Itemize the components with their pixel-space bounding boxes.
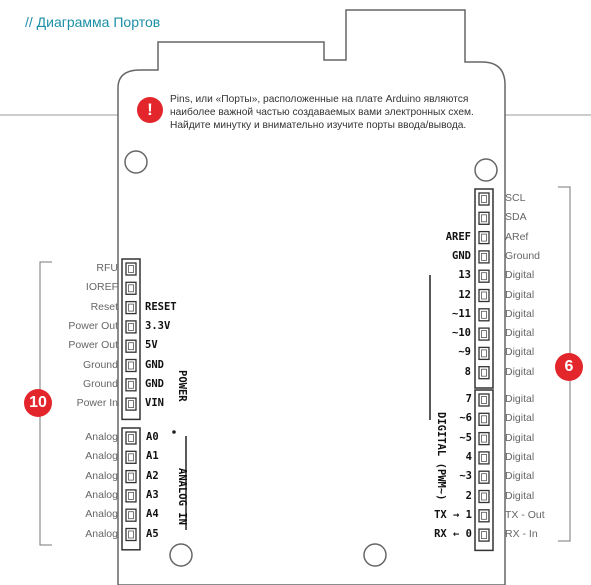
pin-function-label: IOREF: [85, 281, 118, 294]
pin-function-label: Ground: [82, 358, 118, 371]
pin-function-label: RX - In: [505, 528, 538, 541]
pin-socket: [479, 491, 489, 503]
pin-function-label: Digital: [505, 412, 535, 425]
pin-socket: [479, 367, 489, 379]
mount-hole: [475, 159, 497, 181]
pin-name-label: GND: [145, 377, 164, 390]
pin-name-label: 8: [464, 365, 471, 378]
pin-name-label: ~11: [452, 307, 471, 320]
pin-function-label: Digital: [505, 450, 535, 463]
pin-socket: [479, 212, 489, 224]
pin-socket: [479, 510, 489, 522]
pin-socket: [126, 379, 136, 391]
pin-name-label: ~5: [459, 431, 472, 444]
warning-icon: !: [137, 97, 163, 123]
pin-socket: [479, 309, 489, 321]
pin-socket: [126, 471, 136, 483]
pin-function-label: Digital: [505, 346, 535, 359]
pin-socket: [479, 529, 489, 541]
pin-socket: [479, 347, 489, 359]
pin-function-label: Digital: [505, 365, 535, 378]
pin-name-label: 5V: [145, 339, 158, 352]
pin-socket: [126, 360, 136, 372]
pin-name-label: GND: [452, 249, 471, 262]
pin-function-label: Analog: [85, 450, 118, 463]
pin-name-label: AREF: [445, 230, 471, 243]
pin-function-label: Digital: [505, 431, 535, 444]
pin-name-label: 2: [465, 489, 472, 502]
pin-function-label: Analog: [85, 488, 118, 501]
pin-function-label: SDA: [505, 211, 527, 224]
pin-name-label: A0: [146, 431, 159, 443]
pin-function-label: Digital: [505, 489, 535, 502]
pin-function-label: SCL: [505, 192, 526, 204]
pin-name-label: A3: [146, 488, 159, 501]
pin-socket: [479, 471, 489, 483]
pin-function-label: Ground: [82, 377, 118, 390]
pin-name-label: ~9: [458, 346, 471, 359]
pin-name-label: A5: [146, 527, 159, 540]
pin-function-label: Power Out: [68, 339, 118, 352]
mount-hole: [364, 544, 386, 566]
pin-function-label: Analog: [85, 431, 118, 443]
dot-marker: [172, 430, 176, 434]
pin-socket: [479, 452, 489, 464]
pin-socket: [126, 302, 136, 314]
pin-socket: [126, 340, 136, 352]
analog-group-label: ANALOG IN: [176, 468, 188, 525]
pin-name-label: 4: [465, 450, 472, 463]
pin-name-label: ~3: [459, 470, 472, 483]
mount-hole: [170, 544, 192, 566]
pin-socket: [479, 413, 489, 425]
pin-function-label: TX - Out: [505, 508, 545, 521]
pin-socket: [479, 290, 489, 302]
pin-function-label: Analog: [85, 527, 118, 540]
pin-name-label: A1: [146, 450, 159, 463]
power-group-label: POWER: [176, 370, 188, 402]
pin-function-label: Digital: [505, 269, 535, 282]
pin-socket: [479, 394, 489, 406]
pin-socket: [479, 328, 489, 340]
pin-name-label: ~10: [452, 327, 471, 340]
page-heading: // Диаграмма Портов: [25, 14, 161, 30]
pin-function-label: ARef: [505, 230, 529, 243]
pin-name-label: A2: [146, 469, 159, 482]
pin-name-label: 3.3V: [145, 319, 171, 332]
pin-socket: [479, 193, 489, 205]
pin-socket: [479, 270, 489, 282]
pin-socket: [126, 398, 136, 410]
pin-function-label: Digital: [505, 393, 535, 405]
pin-function-label: Analog: [85, 508, 118, 521]
pin-name-label: VIN: [145, 397, 164, 410]
pin-function-label: Power In: [76, 397, 118, 410]
digital-group-label: DIGITAL (PWM~): [435, 412, 447, 501]
pin-name-label: ~6: [459, 412, 472, 425]
pin-socket: [479, 251, 489, 263]
pin-function-label: Ground: [505, 249, 541, 262]
pin-socket: [126, 529, 136, 541]
mount-hole: [125, 151, 147, 173]
pin-name-label: A4: [146, 508, 159, 521]
badge-left: 10: [24, 389, 52, 417]
pin-name-label: 7: [465, 393, 472, 405]
pin-name-label: TX → 1: [434, 508, 472, 521]
pin-function-label: Digital: [505, 307, 535, 320]
pin-socket: [126, 282, 136, 294]
pin-socket: [126, 451, 136, 463]
pin-socket: [479, 232, 489, 244]
pin-function-label: Digital: [505, 327, 535, 340]
pin-socket: [479, 433, 489, 445]
pin-function-label: Digital: [505, 288, 535, 301]
pin-name-label: RESET: [145, 300, 177, 313]
badge-right: 6: [555, 353, 583, 381]
pin-function-label: RFU: [96, 262, 118, 274]
pin-socket: [126, 509, 136, 521]
pin-socket: [126, 321, 136, 333]
pin-socket: [126, 432, 136, 444]
pin-socket: [126, 263, 136, 275]
pin-function-label: Analog: [85, 469, 118, 482]
pin-name-label: 13: [458, 269, 471, 282]
pin-name-label: GND: [145, 358, 164, 371]
pin-function-label: Reset: [90, 300, 118, 313]
warning-text: Pins, или «Порты», расположенные на плате Arduino являются наиболее важной частью создаваемых вами электронных схем. Найдите минутку и внимательно изучите порты ввода/вывода.: [170, 94, 474, 131]
pin-function-label: Power Out: [68, 319, 118, 332]
pin-function-label: Digital: [505, 470, 535, 483]
pin-name-label: RX ← 0: [434, 528, 472, 541]
pin-socket: [126, 490, 136, 502]
pin-name-label: 12: [458, 288, 471, 301]
